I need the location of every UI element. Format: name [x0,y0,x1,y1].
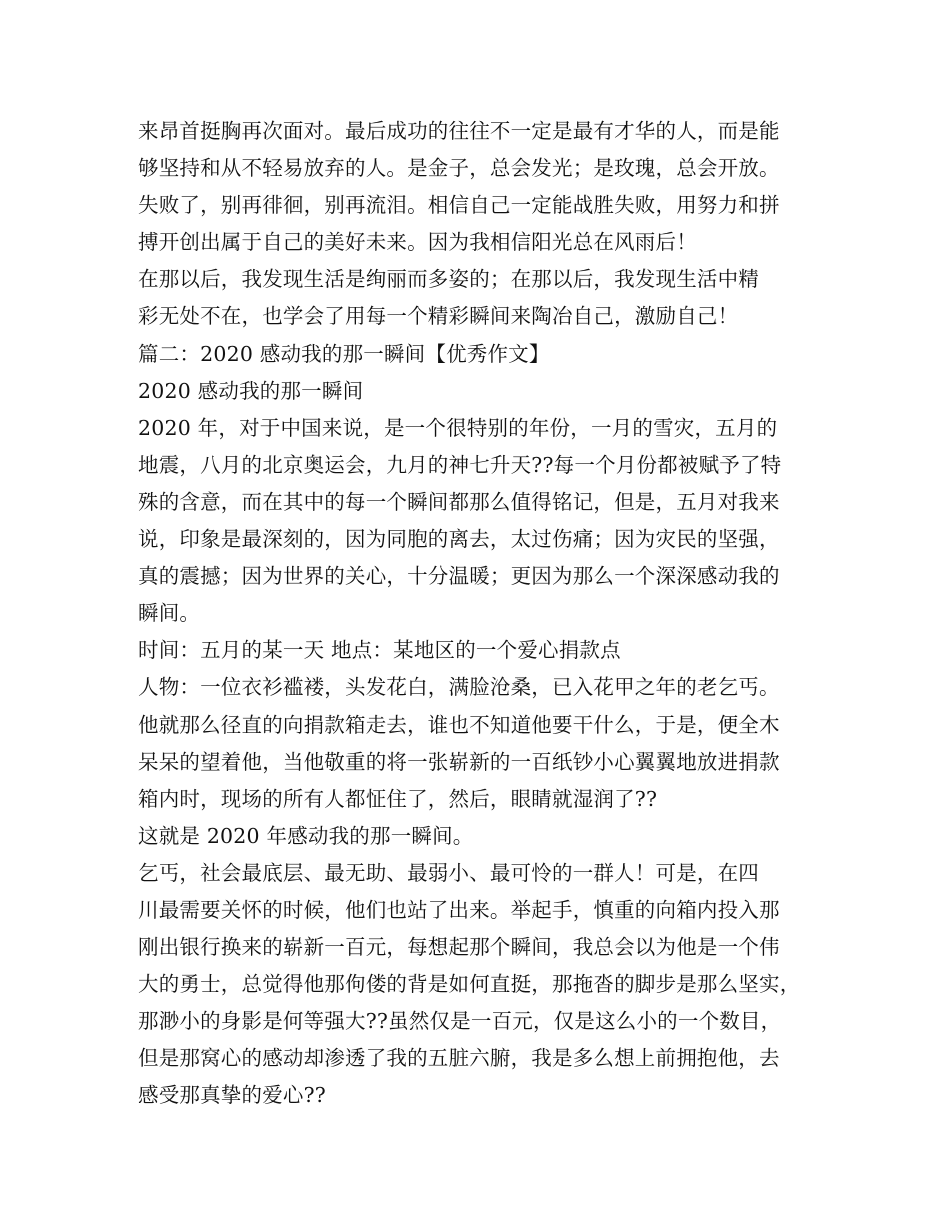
text-line: 彩无处不在，也学会了用每一个精彩瞬间来陶冶自己，激励自己！ [138,304,739,329]
essay-title: 2020 感动我的那一瞬间 [138,378,364,403]
text-line: 时间：五月的某一天 地点：某地区的一个爱心捐款点 [138,638,621,663]
text-line: 这就是 2020 年感动我的那一瞬间。 [138,823,474,848]
text-line: 但是那窝心的感动却渗透了我的五脏六腑，我是多么想上前拥抱他，去 [138,1046,780,1071]
text-line: 来昂首挺胸再次面对。最后成功的往往不一定是最有才华的人，而是能 [138,119,780,143]
text-line: 川最需要关怀的时候，他们也站了出来。举起手，慎重的向箱内投入那 [138,897,780,922]
text-line: 呆呆的望着他，当他敬重的将一张崭新的一百纸钞小心翼翼地放进捐款 [138,749,780,774]
text-line: 大的勇士，总觉得他那佝偻的背是如何直挺，那拖沓的脚步是那么坚实， [138,972,801,997]
text-line: 乞丐，社会最底层、最无助、最弱小、最可怜的一群人！可是，在四 [138,860,759,885]
text-line: 感受那真挚的爱心?? [138,1083,326,1108]
text-line: 他就那么径直的向捐款箱走去，谁也不知道他要干什么，于是，便全木 [138,712,780,737]
text-line: 箱内时，现场的所有人都怔住了，然后，眼睛就湿润了?? [138,786,658,811]
text-line: 瞬间。 [138,601,201,626]
text-line: 失败了，别再徘徊，别再流泪。相信自己一定能战胜失败，用努力和拼 [138,193,780,218]
text-line: 人物：一位衣衫褴褛，头发花白，满脸沧桑，已入花甲之年的老乞丐。 [138,675,780,700]
text-line: 那渺小的身影是何等强大??虽然仅是一百元，仅是这么小的一个数目， [138,1009,782,1034]
text-line: 2020 年，对于中国来说，是一个很特别的年份，一月的雪灾，五月的 [138,415,778,440]
text-line: 地震，八月的北京奥运会，九月的神七升天??每一个月份都被赋予了特 [138,452,782,477]
text-line: 够坚持和从不轻易放弃的人。是金子，总会发光；是玫瑰，总会开放。 [138,156,780,181]
section-heading: 篇二：2020 感动我的那一瞬间【优秀作文】 [138,341,550,366]
text-line: 说，印象是最深刻的，因为同胞的离去，太过伤痛；因为灾民的坚强， [138,527,780,552]
text-line: 真的震撼；因为世界的关心，十分温暖；更因为那么一个深深感动我的 [138,564,780,589]
text-line: 刚出银行换来的崭新一百元，每想起那个瞬间，我总会以为他是一个伟 [138,935,780,960]
text-line: 殊的含意，而在其中的每一个瞬间都那么值得铭记，但是，五月对我来 [138,489,780,514]
text-line: 搏开创出属于自己的美好未来。因为我相信阳光总在风雨后！ [138,230,697,255]
text-line: 在那以后，我发现生活是绚丽而多姿的；在那以后，我发现生活中精 [138,267,759,292]
document-body [138,113,838,1115]
